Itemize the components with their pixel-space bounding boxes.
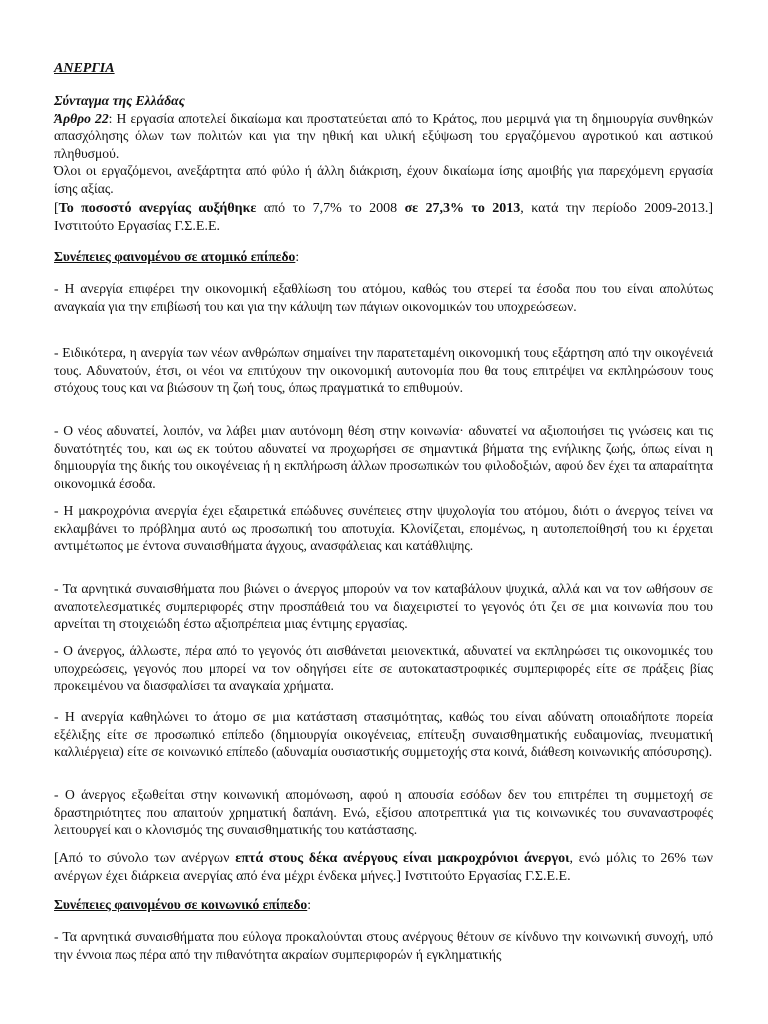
stat1-text-2: , κατά την περίοδο 2009-2013.] Ινστιτούτο Εργασίας Γ.Σ.Ε.Ε. <box>54 201 713 234</box>
constitution-block <box>54 92 713 198</box>
stat2-bold: επτά στους δέκα ανέργους είναι μακροχρόνιοι άνεργοι <box>235 851 570 866</box>
individual-paragraph-5: - Τα αρνητικά συναισθήματα που βιώνει ο άνεργος μπορούν να τον καταβάλουν ψυχικά, αλλά και να τον ωθήσουν σε αναποτελεσματικές συμπεριφορές στην προσπάθειά του να διαχειριστεί το γεγονός ότι ζει σε μια κοινωνία που του αρνείται τη στοιχειώδη έστω αξιοπρέπεια μιας έντιμης εργασίας. <box>54 581 713 632</box>
article-label: Άρθρο 22 <box>54 110 109 126</box>
stat1-open: [ <box>54 201 59 216</box>
individual-paragraph-6: - Ο άνεργος, άλλωστε, πέρα από το γεγονός ότι αισθάνεται μειονεκτικά, αδυνατεί να εκπληρώσει τις οικονομικές του υποχρεώσεις, γεγονός που μπορεί να τον οδηγήσει είτε σε αυτοκαταστροφικές συμπεριφορές είτε σε πράξεις βίας προκειμένου να διασφαλίσει τα αναγκαία χρήματα. <box>54 643 713 694</box>
stat2-text: , ενώ μόλις το 26% των ανέργων έχει διάρκεια ανεργίας από ένα μέχρι ένδεκα μήνες.] Ινστιτούτο Εργασίας Γ.Σ.Ε.Ε. <box>54 851 713 884</box>
section-social-colon: : <box>307 897 312 912</box>
section-social-heading <box>54 896 713 914</box>
long-term-unemployment-statistic <box>54 850 713 886</box>
social-paragraph-1: - Τα αρνητικά συναισθήματα που εύλογα προκαλούνται στους ανέργους θέτουν σε κίνδυνο την κοινωνική συνοχή, υπό την έννοια πως πέρα από την πιθανότητα ακραίων συμπεριφορών ή εγκληματικής <box>54 929 713 962</box>
individual-paragraph-8: - Ο άνεργος εξωθείται στην κοινωνική απομόνωση, αφού η απουσία εσόδων δεν του επιτρέπει τη συμμετοχή σε δραστηριότητες που απαιτούν χρηματική δαπάνη. Ενώ, εξίσου αποτρεπτικά για τις κοινωνικές του συναναστροφές λειτουργεί και ο κλονισμός της συναισθηματικής του κατάστασης. <box>54 787 713 838</box>
individual-paragraph-7: - Η ανεργία καθηλώνει το άτομο σε μια κατάσταση στασιμότητας, καθώς του είναι αδύνατη οποιαδήποτε πορεία εξέλιξης είτε σε προσωπικό επίπεδο (δημιουργία οικογένειας, επίτευξη συναισθηματικής ευδαιμονίας, πνευματική καλλιέργεια) είτε σε κοινωνικό επίπεδο (αδυναμία ουσιαστικής συμμετοχής στα κοινά, διάθεση κοινωνικής απόσυρσης). <box>54 709 713 760</box>
unemployment-rate-statistic <box>54 200 713 236</box>
constitution-heading: Σύνταγμα της Ελλάδας <box>54 93 185 108</box>
individual-paragraph-2: - Ειδικότερα, η ανεργία των νέων ανθρώπων σημαίνει την παρατεταμένη οικονομική τους εξάρτηση από την οικογένειά τους. Αδυνατούν, έτσι, οι νέοι να επιτύχουν την οικονομική αυτονομία που θα τους επιτρέψει να εκπληρώσουν τους στόχους τους και να βιώσουν τη ζωή τους, όπως πραγματικά το επιθυμούν. <box>54 345 713 396</box>
individual-paragraph-4: - Η μακροχρόνια ανεργία έχει εξαιρετικά επώδυνες συνέπειες στην ψυχολογία του ατόμου, διότι ο άνεργος τείνει να εκλαμβάνει το πρόβλημα αυτό ως προσωπική του αποτυχία. Κλονίζεται, επομένως, η αυτοπεποίθησή του κι έρχεται αντιμέτωπος με έντονα συναισθήματα άγχους, ανασφάλειας και κατάθλιψης. <box>54 503 713 554</box>
section-individual-colon: : <box>295 249 300 264</box>
stat1-bold-1: Το ποσοστό ανεργίας αυξήθηκε <box>58 201 257 216</box>
equal-pay-paragraph: Όλοι οι εργαζόμενοι, ανεξάρτητα από φύλο ή άλλη διάκριση, έχουν δικαίωμα ίσης αμοιβής για παρεχόμενη εργασία ίσης αξίας. <box>54 163 713 196</box>
section-social-title: Συνέπειες φαινομένου σε κοινωνικό επίπεδο <box>54 897 308 912</box>
section-individual-heading <box>54 248 713 266</box>
stat1-text-1: από το 7,7% το 2008 <box>256 201 405 216</box>
section-individual-title: Συνέπειες φαινομένου σε ατομικό επίπεδο <box>54 249 296 264</box>
article-text: : Η εργασία αποτελεί δικαίωμα και προστατεύεται από το Κράτος, που μεριμνά για τη δημιουργία συνθηκών απασχόλησης όλων των πολιτών και για την ηθική και υλική εξύψωση του εργαζόμενου αγροτικού και αστικού πληθυσμού. <box>54 110 713 161</box>
individual-paragraph-1: - Η ανεργία επιφέρει την οικονομική εξαθλίωση του ατόμου, καθώς του στερεί τα έσοδα που του είναι απολύτως αναγκαία για την επιβίωσή του και για την κάλυψη των πάγιων οικονομικών του υποχρεώσεων. <box>54 281 713 314</box>
document-title: ΑΝΕΡΓΙΑ <box>54 61 115 76</box>
stat2-open: [Από το σύνολο των ανέργων <box>54 851 236 866</box>
individual-paragraph-3: - Ο νέος αδυνατεί, λοιπόν, να λάβει μιαν αυτόνομη θέση στην κοινωνία· αδυνατεί να αξιοποιήσει τις γνώσεις και τις δυνατότητές του, και ως εκ τούτου αδυνατεί να προχωρήσει σε σημαντικά βήματα της ενήλικης ζωής, όπως είναι η δημιουργία της δικής του οικογένειας ή η εκπλήρωση άλλων προσωπικών του φιλοδοξιών, αφού δεν έχει τα απαραίτητα οικονομικά έσοδα. <box>54 423 713 491</box>
article-22-paragraph <box>54 110 713 163</box>
stat1-bold-2: σε 27,3% το 2013 <box>404 201 521 216</box>
